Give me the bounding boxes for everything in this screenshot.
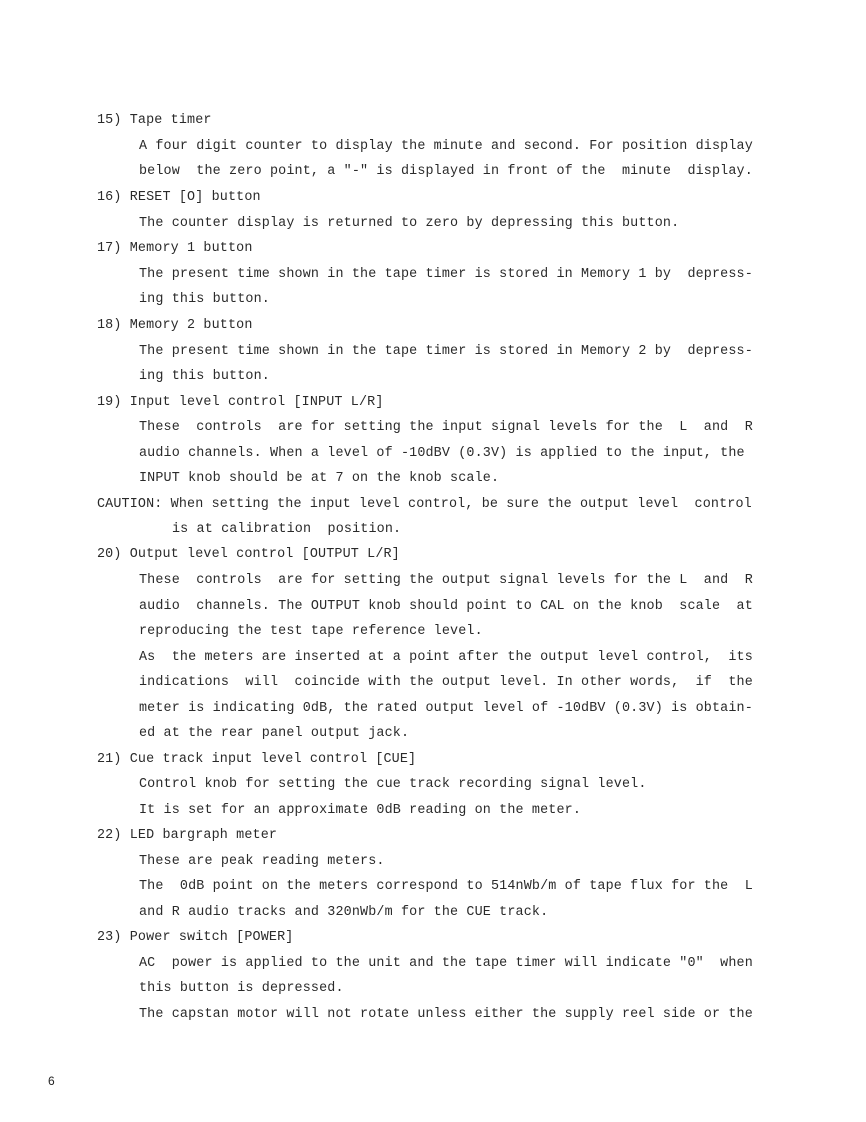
- section-text-line: Control knob for setting the cue track recording signal level.: [139, 777, 647, 792]
- section-heading-20: 20) Output level control [OUTPUT L/R]: [97, 547, 400, 562]
- caution-note-continued: is at calibration position.: [172, 522, 402, 537]
- section-text-line: These controls are for setting the output signal levels for the L and R: [139, 573, 753, 588]
- section-text-line: AC power is applied to the unit and the tape timer will indicate "0" when: [139, 956, 753, 971]
- section-heading-18: 18) Memory 2 button: [97, 318, 253, 333]
- section-text-line: and R audio tracks and 320nWb/m for the CUE track.: [139, 905, 549, 920]
- section-text-line: meter is indicating 0dB, the rated output level of -10dBV (0.3V) is obtain-: [139, 701, 753, 716]
- section-text-line: The 0dB point on the meters correspond to 514nWb/m of tape flux for the L: [139, 879, 753, 894]
- section-text-line: reproducing the test tape reference level.: [139, 624, 483, 639]
- section-text-line: The present time shown in the tape timer is stored in Memory 2 by depress-: [139, 344, 753, 359]
- section-text-line: INPUT knob should be at 7 on the knob scale.: [139, 471, 500, 486]
- section-text-line: It is set for an approximate 0dB reading on the meter.: [139, 803, 582, 818]
- section-heading-23: 23) Power switch [POWER]: [97, 930, 294, 945]
- section-text-line: below the zero point, a "-" is displayed in front of the minute display.: [139, 164, 753, 179]
- section-text-line: These controls are for setting the input signal levels for the L and R: [139, 420, 753, 435]
- section-heading-15: 15) Tape timer: [97, 113, 212, 128]
- section-heading-16: 16) RESET [O] button: [97, 190, 261, 205]
- section-text-line: audio channels. The OUTPUT knob should point to CAL on the knob scale at: [139, 599, 753, 614]
- section-text-line: this button is depressed.: [139, 981, 344, 996]
- section-text-line: The counter display is returned to zero by depressing this button.: [139, 216, 680, 231]
- section-heading-21: 21) Cue track input level control [CUE]: [97, 752, 417, 767]
- section-text-line: indications will coincide with the output level. In other words, if the: [139, 675, 753, 690]
- section-heading-17: 17) Memory 1 button: [97, 241, 253, 256]
- section-text-line: The present time shown in the tape timer is stored in Memory 1 by depress-: [139, 267, 753, 282]
- section-text-line: A four digit counter to display the minute and second. For position display: [139, 139, 753, 154]
- section-text-line: ing this button.: [139, 292, 270, 307]
- page-number: 6: [48, 1074, 55, 1088]
- section-text-line: ed at the rear panel output jack.: [139, 726, 410, 741]
- caution-note: CAUTION: When setting the input level control, be sure the output level control: [97, 497, 752, 512]
- section-text-line: ing this button.: [139, 369, 270, 384]
- section-text-line: These are peak reading meters.: [139, 854, 385, 869]
- section-text-line: As the meters are inserted at a point after the output level control, its: [139, 650, 753, 665]
- section-text-line: audio channels. When a level of -10dBV (0.3V) is applied to the input, the: [139, 446, 745, 461]
- section-text-line: The capstan motor will not rotate unless either the supply reel side or the: [139, 1007, 753, 1022]
- section-heading-19: 19) Input level control [INPUT L/R]: [97, 395, 384, 410]
- section-heading-22: 22) LED bargraph meter: [97, 828, 278, 843]
